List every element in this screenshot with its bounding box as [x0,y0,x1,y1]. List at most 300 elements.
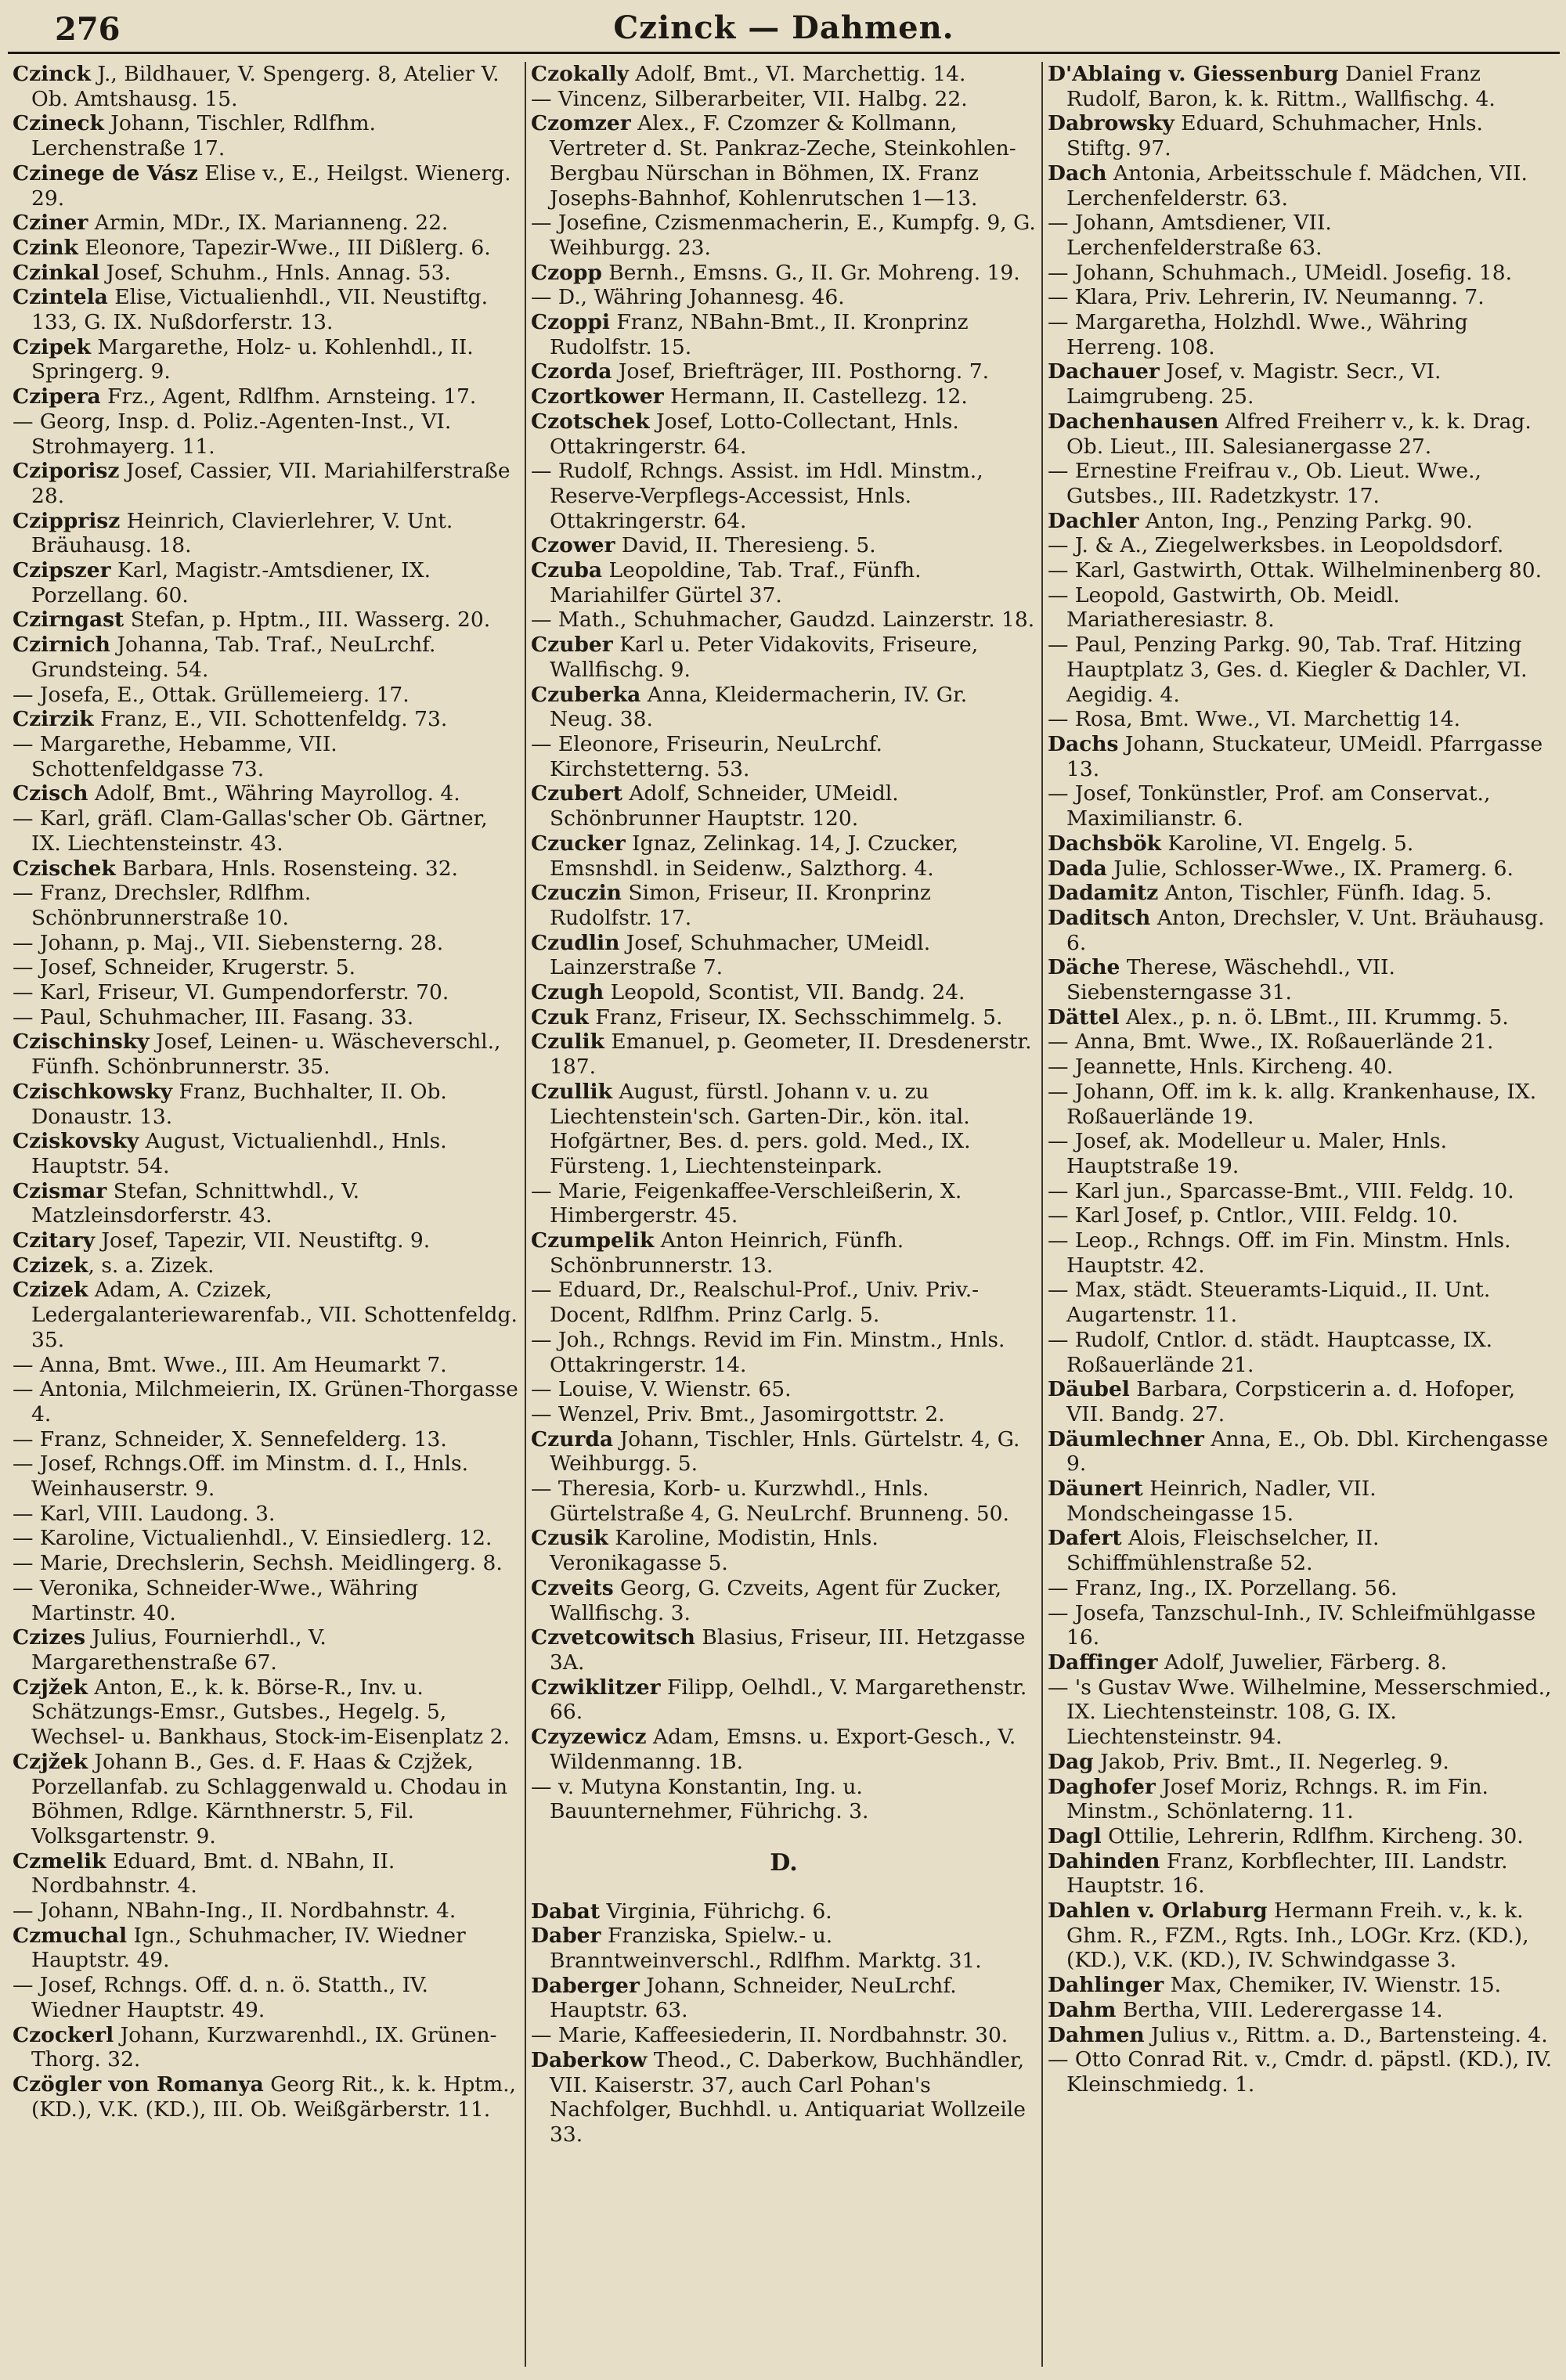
entry-details: Margarethe, Holz- u. Kohlenhdl., II. Springerg. 9. [31,334,474,384]
directory-entry [1048,558,1553,583]
directory-entry [531,1278,1037,1327]
directory-entry [531,1675,1037,1725]
entry-details: — Johann, Off. im k. k. allg. Krankenhause, IX. Roßauerlände 19. [1048,1079,1537,1129]
entry-details: Eduard, Bmt. d. NBahn, II. Nordbahnstr. 4. [31,1848,395,1899]
entry-details: Georg, G. Czveits, Agent für Zucker, Wallfischg. 3. [550,1575,1001,1625]
directory-entry [531,409,1037,459]
directory-entry [1048,285,1553,310]
entry-surname: Czipszer [13,558,111,583]
directory-entry [531,633,1037,682]
directory-entry [1048,1675,1553,1750]
entry-surname: Czizek [13,1253,88,1278]
directory-entry [1048,583,1553,633]
directory-entry [1048,707,1553,732]
entry-details: — Johann, Schuhmach., UMeidl. Josefig. 18. [1048,260,1513,285]
entry-surname: Czuba [531,558,603,583]
entry-details: — Josef, Rchngs. Off. d. n. ö. Statth., IV. Wiedner Hauptstr. 49. [13,1973,428,2022]
entry-surname: Dahlinger [1048,1973,1164,1998]
entry-details: Alois, Fleischselcher, II. Schiffmühlenstraße 52. [1066,1526,1380,1576]
entry-details: Adolf, Bmt., VI. Marchettig. 14. [628,62,966,86]
directory-entry [1048,533,1553,558]
entry-surname: Dahinden [1048,1848,1160,1873]
entry-details: — Karl Josef, p. Cntlor., VIII. Feldg. 10. [1048,1203,1459,1228]
entry-details: Anton, Ing., Penzing Parkg. 90. [1138,508,1473,533]
directory-entry [1048,1055,1553,1080]
entry-details: — Leop., Rchngs. Off. im Fin. Minstm. Hnls. Hauptstr. 42. [1048,1228,1511,1278]
directory-entry [13,62,520,111]
directory-entry [1048,1576,1553,1601]
entry-surname: Daffinger [1048,1650,1158,1675]
entry-surname: Czuczin [531,881,622,906]
entry-details: Johann, Tischler, Hnls. Gürtelstr. 4, G. Weihburgg. 5. [550,1426,1020,1477]
directory-entry [531,1030,1037,1079]
directory-entry [13,781,520,806]
entry-surname: Czwiklitzer [531,1675,661,1700]
entry-details: Georg Rit., k. k. Hptm., (KD.), V.K. (KD.), III. Ob. Weißgärberstr. 11. [31,2072,516,2122]
directory-entry [531,831,1037,881]
directory-entry [531,2023,1037,2048]
entry-details: Bertha, VIII. Lederergasse 14. [1116,1997,1443,2022]
entry-details: Antonia, Arbeitsschule f. Mädchen, VII. Lerchenfelderstr. 63. [1066,160,1528,211]
directory-entry [531,1005,1037,1030]
entry-surname: Czorda [531,359,612,384]
entry-surname: Dabat [531,1899,601,1924]
entry-surname: Czinkal [13,260,100,285]
entry-details: Eleonore, Tapezir-Wwe., III Dißlerg. 6. [78,235,491,260]
entry-surname: Czirnich [13,633,110,658]
entry-surname: Czipek [13,334,91,359]
entry-details: Bernh., Emsns. G., II. Gr. Mohreng. 19. [601,260,1020,285]
entry-surname: Czveits [531,1575,614,1600]
directory-entry [531,2048,1037,2147]
directory-entry [531,558,1037,608]
directory-entry [531,1328,1037,1377]
running-title: Czinck — Dahmen. [613,9,954,46]
entry-details: Alex., p. n. ö. LBmt., III. Krummg. 5. [1119,1004,1509,1030]
entry-details: Julius, Fournierhdl., V. Margarethenstraße 67. [31,1625,327,1675]
entry-details: — Antonia, Milchmeierin, IX. Grünen-Thorgasse 4. [13,1377,518,1426]
entry-details: Karl u. Peter Vidakovits, Friseure, Wallfischg. 9. [550,633,979,682]
entry-details: — Johann, p. Maj., VII. Siebensterng. 28. [13,930,444,955]
directory-entry [531,881,1037,930]
directory-entry [1048,111,1553,160]
directory-entry [1048,310,1553,359]
directory-entry [531,1377,1037,1402]
directory-entry [1048,856,1553,882]
entry-surname: Daditsch [1048,905,1151,930]
entry-details: — Josef, Rchngs.Off. im Minstm. d. I., Hnls. Weinhauserstr. 9. [13,1451,469,1502]
entry-surname: Dach [1048,160,1107,186]
directory-entry [13,683,520,708]
entry-details: — J. & A., Ziegelwerksbes. in Leopoldsdorf. [1048,533,1504,558]
entry-details: Ign., Schuhmacher, IV. Wiedner Hauptstr. 49. [31,1923,466,1973]
entry-details: — Karl, gräfl. Clam-Gallas'scher Ob. Gärtner, IX. Liechtensteinstr. 43. [13,806,488,856]
entry-details: Karl, Magistr.-Amtsdiener, IX. Porzellang. 60. [31,558,431,608]
directory-entry [531,683,1037,732]
entry-details: Josef, Lotto-Collectant, Hnls. Ottakringerstr. 64. [550,409,959,459]
page-header [8,8,1560,54]
directory-entry [13,955,520,980]
entry-surname: Daberger [531,1973,640,1998]
directory-entry [1048,906,1553,955]
entry-surname: Dachs [1048,731,1119,756]
entry-details: Karoline, VI. Engelg. 5. [1161,831,1414,856]
entry-details: — Margarethe, Hebamme, VII. Schottenfeldgasse 73. [13,731,337,781]
directory-entry [1048,1899,1553,1973]
directory-entry [531,1899,1037,1924]
directory-entry [1048,359,1553,409]
directory-entry [13,236,520,261]
entry-details: Barbara, Hnls. Rosensteing. 32. [115,856,458,881]
directory-entry [531,384,1037,409]
directory-entry [13,1973,520,2022]
entry-details: Daniel Franz Rudolf, Baron, k. k. Rittm., Wallfischg. 4. [1066,62,1496,111]
directory-entry [1048,62,1553,111]
entry-details: — Veronika, Schneider-Wwe., Währing Martinstr. 40. [13,1575,419,1625]
entry-details: Johanna, Tab. Traf., NeuLrchf. Grundsteing. 54. [31,633,436,682]
entry-details: Franz, Buchhalter, II. Ob. Donaustr. 13. [31,1079,447,1129]
directory-entry [13,1526,520,1551]
directory-entry [531,459,1037,533]
entry-details: — Franz, Ing., IX. Porzellang. 56. [1048,1575,1398,1600]
entry-details: Josef Moriz, Rchngs. R. im Fin. Minstm., Schönlaterng. 11. [1066,1774,1488,1824]
directory-entry [13,335,520,384]
entry-details: Hermann Freih. v., k. k. Ghm. R., FZM., Rgts. Inh., LOGr. Krz. (KD.), (KD.), V.K. (KD.), IV. Schwindgasse 3. [1066,1899,1529,1973]
entry-details: — Josef, Tonkünstler, Prof. am Conservat., Maximilianstr. 6. [1048,781,1491,831]
entry-details: Max, Chemiker, IV. Wienstr. 15. [1164,1973,1502,1998]
entry-surname: Cziner [13,211,88,236]
entry-details: Anton, E., k. k. Börse-R., Inv. u. Schätzungs-Emsr., Gutsbes., Hegelg. 5, Wechsel- u. Bankhaus, Stock-im-Eisenplatz 2. [31,1675,510,1750]
entry-details: — Josefa, E., Ottak. Grüllemeierg. 17. [13,682,410,707]
entry-surname: Czipera [13,384,101,409]
entry-surname: Dafert [1048,1526,1122,1551]
entry-details: — Vincenz, Silberarbeiter, VII. Halbg. 22. [531,86,968,111]
directory-entry [1048,1179,1553,1204]
directory-entry [13,980,520,1005]
entry-details: Julius v., Rittm. a. D., Bartensteing. 4. [1144,2022,1548,2047]
directory-entry [13,1253,520,1278]
directory-entry [13,1080,520,1129]
entry-surname: Daghofer [1048,1774,1156,1799]
entry-surname: Czusik [531,1526,608,1551]
directory-entry [1048,1129,1553,1178]
entry-details: — Karl, VIII. Laudong. 3. [13,1501,276,1526]
page-number: 276 [55,11,121,48]
entry-details: Anton, Tischler, Fünfh. Idag. 5. [1158,881,1492,906]
entry-details: Elise, Victualienhdl., VII. Neustiftg. 133, G. IX. Nußdorferstr. 13. [31,285,489,335]
directory-entry [13,285,520,334]
entry-details: Anna, Kleidermacherin, IV. Gr. Neug. 38. [550,682,968,732]
directory-entry [531,1526,1037,1575]
directory-entry [531,359,1037,384]
entry-surname: Czögler von Romanya [13,2072,264,2097]
entry-details: Stefan, p. Hptm., III. Wasserg. 20. [124,608,491,633]
entry-details: Virginia, Führichg. 6. [600,1899,832,1924]
directory-entry [1048,1005,1553,1030]
entry-surname: Dachenhausen [1048,409,1219,434]
entry-surname: Dag [1048,1749,1094,1774]
entry-details: Hermann, II. Castellezg. 12. [663,384,968,409]
directory-entry [531,261,1037,286]
directory-entry [13,2072,520,2122]
entry-details: Stefan, Schnittwhdl., V. Matzleinsdorferstr. 43. [31,1178,360,1228]
directory-entry [1048,1080,1553,1129]
directory-entry [531,1477,1037,1526]
entry-details: Adam, A. Czizek, Ledergalanteriewarenfab., VII. Schottenfeldg. 35. [31,1278,518,1352]
entry-details: Adolf, Bmt., Währing Mayrollog. 4. [88,781,460,806]
entry-surname: Dagl [1048,1823,1102,1848]
entry-details: Blasius, Friseur, III. Hetzgasse 3A. [550,1625,1026,1675]
directory-entry [531,211,1037,260]
entry-details: Simon, Friseur, II. Kronprinz Rudolfstr. 17. [550,881,931,930]
directory-entry [1048,1998,1553,2023]
entry-details: — Johann, NBahn-Ing., II. Nordbahnstr. 4. [13,1899,456,1924]
entry-surname: Dahm [1048,1997,1117,2022]
directory-entry [13,384,520,409]
directory-entry [1048,1030,1553,1055]
entry-details: Armin, MDr., IX. Marianneng. 22. [88,211,449,236]
entry-details: Johann, Tischler, Rdlfhm. Lerchenstraße 17. [31,111,376,161]
directory-entry [531,931,1037,980]
directory-entry [13,856,520,882]
directory-entry [1048,1601,1553,1650]
entry-details: — Karl jun., Sparcasse-Bmt., VIII. Feldg. 10. [1048,1178,1514,1203]
entry-details: — Rosa, Bmt. Wwe., VI. Marchettig 14. [1048,707,1460,732]
entry-details: Johann, Kurzwarenhdl., IX. Grünen-Thorg. 32. [31,2022,497,2072]
entry-surname: Czischkowsky [13,1079,173,1104]
entry-surname: Czullik [531,1079,612,1104]
entry-surname: Czitary [13,1228,95,1253]
directory-entry [13,1179,520,1228]
directory-entry [531,1427,1037,1477]
directory-entry [13,2023,520,2072]
entry-details: Josef, Leinen- u. Wäscheverschl., Fünfh. Schönbrunnerstr. 35. [31,1030,501,1080]
directory-entry [13,1675,520,1750]
entry-details: — Eduard, Dr., Realschul-Prof., Univ. Priv.-Docent, Rdlfhm. Prinz Carlg. 5. [531,1278,980,1328]
entry-details: August, Victualienhdl., Hnls. Hauptstr. 54. [31,1129,447,1178]
entry-surname: Czubert [531,781,622,806]
column-3 [1041,62,1558,2367]
entry-details: Leopoldine, Tab. Traf., Fünfh. Mariahilfer Gürtel 37. [550,558,922,608]
entry-details: — Margaretha, Holzhdl. Wwe., Währing Herreng. 108. [1048,310,1468,359]
entry-surname: Czvetcowitsch [531,1625,695,1650]
entry-details: Frz., Agent, Rdlfhm. Arnsteing. 17. [100,384,477,409]
directory-entry [531,87,1037,112]
directory-entry [13,1353,520,1378]
directory-entry [1048,1427,1553,1477]
directory-entry [1048,211,1553,260]
directory-entry [1048,881,1553,906]
entry-details: Julie, Schlosser-Wwe., IX. Pramerg. 6. [1106,856,1514,881]
entry-surname: Dadamitz [1048,881,1159,906]
entry-surname: Daber [531,1924,601,1949]
entry-details: — Karl, Gastwirth, Ottak. Wilhelminenberg 80. [1048,558,1543,583]
directory-entry [531,1576,1037,1625]
entry-surname: Czipprisz [13,508,121,533]
entry-details: — Otto Conrad Rit. v., Cmdr. d. päpstl. (KD.), IV. Kleinschmiedg. 1. [1048,2047,1553,2097]
entry-details: Adolf, Juwelier, Färberg. 8. [1157,1650,1448,1675]
directory-entry [1048,2047,1553,2097]
directory-entry [531,1179,1037,1228]
entry-surname: Czismar [13,1178,107,1203]
entry-surname: Dachauer [1048,359,1160,384]
directory-entry [13,459,520,508]
directory-entry [13,1849,520,1899]
directory-entry [1048,409,1553,459]
directory-entry [13,707,520,732]
entry-details: Josef, Cassier, VII. Mariahilferstraße 28. [31,459,511,508]
entry-details: Anton Heinrich, Fünfh. Schönbrunnerstr. 13. [550,1228,904,1278]
entry-surname: Czower [531,533,615,558]
entry-details: Leopold, Scontist, VII. Bandg. 24. [604,980,965,1005]
entry-details: — Paul, Schuhmacher, III. Fasang. 33. [13,1004,414,1030]
directory-entry [531,1080,1037,1179]
entry-details: — Anna, Bmt. Wwe., IX. Roßauerlände 21. [1048,1030,1494,1055]
directory-entry [1048,1203,1553,1228]
directory-entry [1048,1526,1553,1575]
directory-entry [1048,781,1553,831]
entry-surname: Czmelik [13,1848,106,1873]
directory-entry [1048,1849,1553,1899]
entry-details: August, fürstl. Johann v. u. zu Liechtenstein'sch. Garten-Dir., kön. ital. Hofgärtner, Bes. d. pers. gold. Med., IX. Fürsteng. 1, Liechtensteinpark. [550,1079,971,1178]
directory-entry [1048,1650,1553,1675]
directory-entry [13,161,520,211]
directory-entry [13,1377,520,1426]
entry-surname: Czizes [13,1625,86,1650]
directory-entry [13,1899,520,1924]
entry-details: Franziska, Spielw.- u. Branntweinverschl., Rdlfhm. Marktg. 31. [550,1924,982,1974]
entry-surname: Czinege de Vász [13,160,198,186]
directory-entry [13,1924,520,1973]
entry-details: Josef, Schuhm., Hnls. Annag. 53. [99,260,451,285]
directory-entry [531,1775,1037,1824]
entry-surname: Dachler [1048,508,1139,533]
directory-entry [13,1625,520,1675]
entry-details: — Josefa, Tanzschul-Inh., IV. Schleifmühlgasse 16. [1048,1600,1536,1650]
entry-surname: Czurda [531,1426,614,1451]
entry-details: — Klara, Priv. Lehrerin, IV. Neumanng. 7. [1048,285,1485,310]
directory-entry [531,1924,1037,1973]
entry-surname: Czyzewicz [531,1725,647,1750]
directory-entry [13,409,520,459]
entry-details: — Georg, Insp. d. Poliz.-Agenten-Inst., VI. Strohmayerg. 11. [13,409,452,459]
directory-entry [13,931,520,956]
directory-entry [13,1228,520,1253]
entry-surname: Czortkower [531,384,664,409]
directory-entry [531,533,1037,558]
entry-details: — Franz, Schneider, X. Sennefelderg. 13. [13,1426,447,1451]
entry-details: Karoline, Modistin, Hnls. Veronikagasse 5. [550,1526,879,1576]
entry-details: Alfred Freiherr v., k. k. Drag. Ob. Lieut., III. Salesianergasse 27. [1066,409,1532,459]
directory-entry [1048,161,1553,211]
directory-entry [13,881,520,930]
entry-details: — Theresia, Korb- u. Kurzwhdl., Hnls. Gürtelstraße 4, G. NeuLrchf. Brunneng. 50. [531,1477,1009,1526]
directory-entry [1048,1228,1553,1278]
entry-details: — Marie, Kaffeesiederin, II. Nordbahnstr. 30. [531,2023,1009,2048]
entry-details: Franz, Friseur, IX. Sechsschimmelg. 5. [588,1004,1003,1030]
entry-details: — Ernestine Freifrau v., Ob. Lieut. Wwe., Gutsbes., III. Radetzkystr. 17. [1048,459,1481,508]
directory-entry [13,1576,520,1625]
entry-details: Adam, Emsns. u. Export-Gesch., V. Wildenmanng. 1B. [550,1725,1016,1774]
directory-entry [1048,633,1553,707]
entry-details: Ottilie, Lehrerin, Rdlfhm. Kircheng. 30. [1101,1823,1524,1848]
entry-details: — Jeannette, Hnls. Kircheng. 40. [1048,1055,1394,1080]
directory-entry [531,608,1037,633]
entry-details: Johann, Schneider, NeuLrchf. Hauptstr. 63. [550,1973,957,2023]
directory-entry [13,1750,520,1849]
entry-surname: Czockerl [13,2022,114,2047]
entry-details: — Paul, Penzing Parkg. 90, Tab. Traf. Hitzing Hauptplatz 3, Ges. d. Kiegler & Dachler, VI. Aegidig. 4. [1048,633,1528,707]
entry-surname: Czirzik [13,707,94,732]
entry-surname: Czink [13,235,78,260]
directory-entry [1048,509,1553,534]
directory-entry [13,1030,520,1079]
entry-details: Emanuel, p. Geometer, II. Dresdenerstr. 187. [550,1030,1032,1080]
entry-details: — Max, städt. Steueramts-Liquid., II. Unt. Augartenstr. 11. [1048,1278,1491,1328]
directory-entry [531,1974,1037,2023]
directory-entry [13,558,520,608]
entry-details: — Josef, Schneider, Krugerstr. 5. [13,955,356,980]
entry-details: J., Bildhauer, V. Spengerg. 8, Atelier V. Ob. Amtshausg. 15. [31,62,500,111]
entry-details: — v. Mutyna Konstantin, Ing. u. Bauunternehmer, Führichg. 3. [531,1774,869,1824]
entry-surname: Czuber [531,633,613,658]
entry-details: , s. a. Zizek. [88,1253,215,1278]
entry-details: Theod., C. Daberkow, Buchhändler, VII. Kaiserstr. 37, auch Carl Pohan's Nachfolger, Buchhdl. u. Antiquariat Wollzeile 33. [550,2047,1026,2147]
entry-surname: Czugh [531,980,604,1005]
entry-details: — Karoline, Victualienhdl., V. Einsiedlerg. 12. [13,1526,493,1551]
entry-surname: Czudlin [531,930,620,955]
entry-surname: Dahlen v. Orlaburg [1048,1899,1268,1924]
directory-entry [531,732,1037,781]
entry-surname: Dada [1048,856,1107,881]
directory-entry [1048,1824,1553,1849]
entry-details: — Rudolf, Cntlor. d. städt. Hauptcasse, IX. Roßauerlände 21. [1048,1327,1493,1377]
entry-details: — 's Gustav Wwe. Wilhelmine, Messerschmied., IX. Liechtensteinstr. 108, G. IX. Liechtensteinstr. 94. [1048,1675,1552,1750]
column-1 [8,62,525,2367]
directory-entry [13,1502,520,1527]
entry-details: Alex., F. Czomzer & Kollmann, Vertreter d. St. Pankraz-Zeche, Steinkohlen-Bergbau Nürschan in Böhmen, IX. Franz Josephs-Bahnhof, Kohlenrutschen 1—13. [550,111,1016,211]
directory-entry [1048,1278,1553,1327]
entry-surname: Dachsbök [1048,831,1162,856]
directory-entry [1048,732,1553,781]
entry-details: — Franz, Drechsler, Rdlfhm. Schönbrunnerstraße 10. [13,881,312,930]
entry-surname: Cziporisz [13,459,120,484]
entry-details: Eduard, Schuhmacher, Hnls. Stiftg. 97. [1066,111,1483,161]
entry-surname: Cziskovsky [13,1129,139,1154]
entry-details: Josef, Schuhmacher, UMeidl. Lainzerstraße 7. [550,930,931,980]
entry-surname: Däumlechner [1048,1426,1204,1451]
entry-details: Barbara, Corpsticerin a. d. Hofoper, VII. Bandg. 27. [1066,1377,1516,1426]
directory-entry [531,1625,1037,1675]
entry-surname: Czoppi [531,310,610,335]
directory-entry [1048,955,1553,1004]
entry-details: — Johann, Amtsdiener, VII. Lerchenfelderstraße 63. [1048,211,1332,260]
entry-surname: Czischek [13,856,116,881]
entry-details: — Josefine, Czismenmacherin, E., Kumpfg. 9, G. Weihburgg. 23. [531,211,1036,260]
entry-details: Johann, Stuckateur, UMeidl. Pfarrgasse 13. [1066,731,1543,781]
entry-surname: Däche [1048,955,1120,980]
entry-details: David, II. Theresieng. 5. [615,533,876,558]
entry-details: — Eleonore, Friseurin, NeuLrchf. Kirchstetterng. 53. [531,731,882,781]
directory-entry [13,1427,520,1452]
entry-surname: Czumpelik [531,1228,655,1253]
directory-entry [13,111,520,160]
entry-details: Franz, Korbflechter, III. Landstr. Hauptstr. 16. [1066,1848,1508,1899]
entry-details: — Anna, Bmt. Wwe., III. Am Heumarkt 7. [13,1352,447,1377]
entry-details: — Marie, Feigenkaffee-Verschleißerin, X. Himbergerstr. 45. [531,1178,962,1228]
directory-entry [13,633,520,682]
entry-surname: Czomzer [531,111,631,136]
